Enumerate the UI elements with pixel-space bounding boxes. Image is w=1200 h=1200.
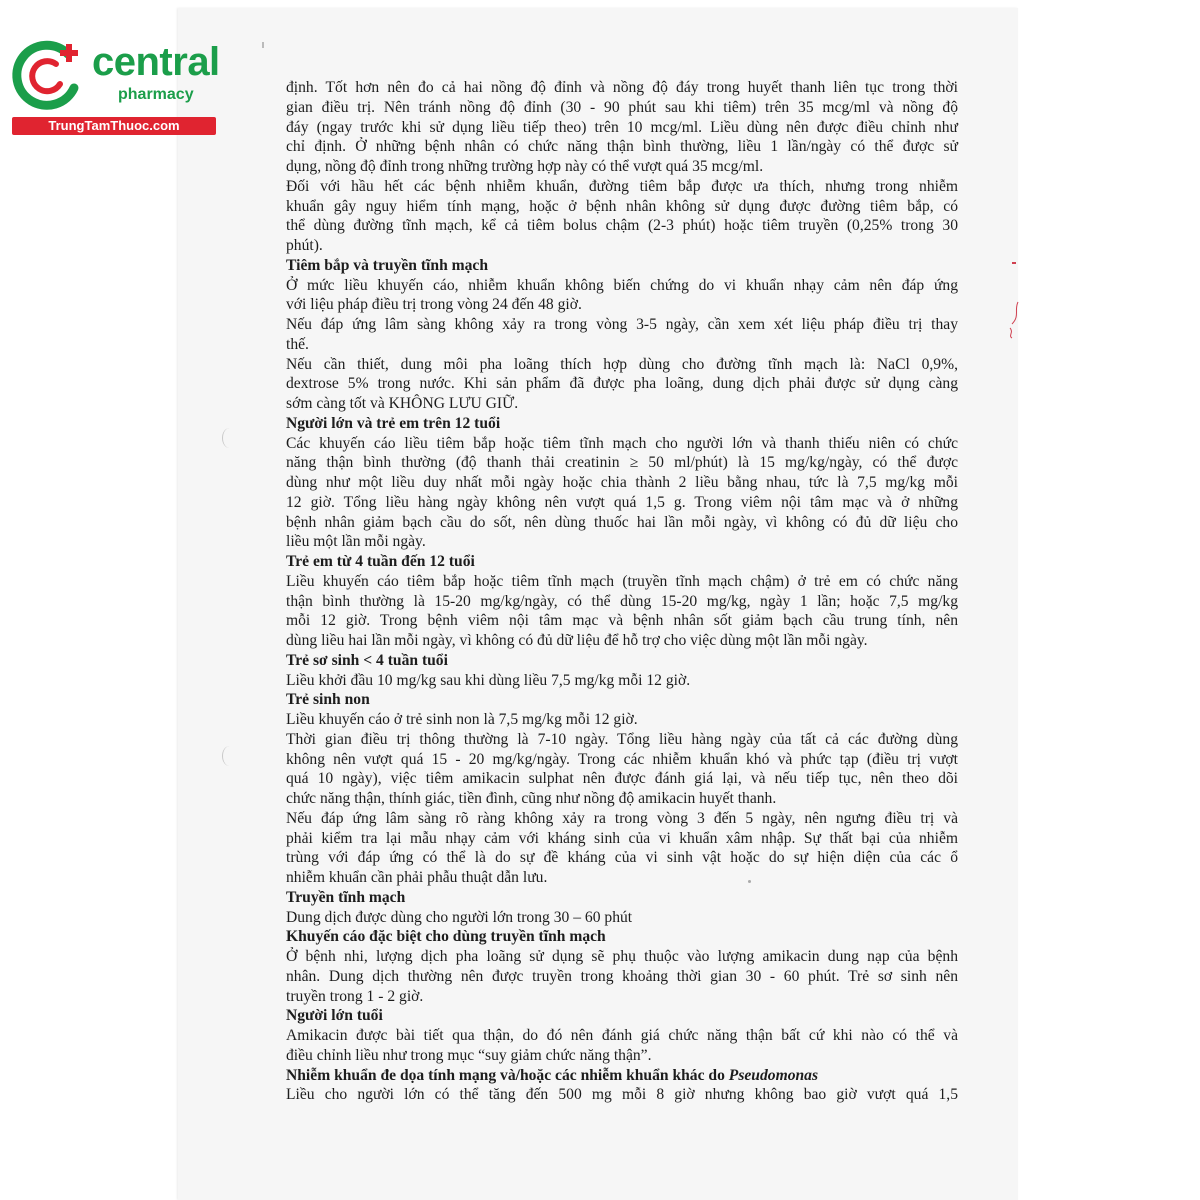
text-line xyxy=(286,631,958,651)
line-text: phút). xyxy=(286,237,323,254)
text-line xyxy=(286,611,958,631)
text-line xyxy=(286,137,958,157)
brand-site-banner: TrungTamThuoc.com xyxy=(12,117,216,135)
line-text: Tiêm bắp và truyền tĩnh mạch xyxy=(286,256,489,274)
text-line xyxy=(286,197,958,217)
text-line xyxy=(286,157,958,177)
line-text: liều một lần mỗi ngày. xyxy=(286,533,426,551)
line-text: Trẻ sinh non xyxy=(286,691,370,709)
text-line xyxy=(286,335,958,355)
pharmacy-cross-logo-icon xyxy=(8,36,86,114)
punch-hole-mark xyxy=(222,428,237,448)
text-line xyxy=(286,750,958,770)
punch-hole-mark xyxy=(222,746,237,766)
text-line xyxy=(286,513,958,533)
text-line xyxy=(286,908,958,928)
scan-speck xyxy=(262,42,264,48)
line-text: với liệu pháp điều trị trong vòng 24 đến 48 giờ. xyxy=(286,296,582,314)
line-text: mỗi 12 giờ. Trong bệnh viêm nội tâm mạc và bệnh nhân sốt giảm bạch cầu trung tính, nên xyxy=(286,612,958,630)
text-line xyxy=(286,710,958,730)
line-text: Nhiễm khuẩn đe dọa tính mạng và/hoặc các nhiễm khuẩn khác do xyxy=(286,1066,729,1084)
line-text: Trẻ sơ sinh < 4 tuần tuổi xyxy=(286,651,448,669)
line-text: trùng với đáp ứng có thể là do sự đề kháng của vi sinh vật hoặc do sự hiện diện của các ổ xyxy=(286,849,958,867)
text-line xyxy=(286,177,958,197)
line-text: Các khuyến cáo liều tiêm bắp hoặc tiêm tĩnh mạch cho người lớn và thanh thiếu niên có chức xyxy=(286,434,958,452)
text-line xyxy=(286,98,958,118)
line-text: Liều khuyến cáo ở trẻ sinh non là 7,5 mg/kg mỗi 12 giờ. xyxy=(286,711,638,728)
brand-subtitle: pharmacy xyxy=(118,86,194,103)
text-line xyxy=(286,236,958,256)
section-heading xyxy=(286,1006,958,1026)
line-text: Liều cho người lớn có thể tăng đến 500 mg mỗi 8 giờ nhưng không bao giờ vượt quá 1,5 xyxy=(286,1086,958,1104)
central-pharmacy-logo xyxy=(8,34,218,139)
text-line xyxy=(286,216,958,236)
text-line xyxy=(286,276,958,296)
line-text: truyền trong 1 - 2 giờ. xyxy=(286,987,424,1005)
line-text: định. Tốt hơn nên đo cả hai nồng độ đỉnh và nồng độ đáy trong huyết thanh liên tục trong thời xyxy=(286,79,958,96)
text-line xyxy=(286,1085,958,1105)
text-line xyxy=(286,671,958,691)
line-text: Truyền tĩnh mạch xyxy=(286,888,406,906)
red-pen-scribble-icon xyxy=(1004,300,1024,340)
section-heading xyxy=(286,927,958,947)
document-body xyxy=(286,78,958,1105)
text-line xyxy=(286,374,958,394)
section-heading xyxy=(286,552,958,572)
line-text: Amikacin được bài tiết qua thận, do đó nên đánh giá chức năng thận bất cứ khi nào có thể và xyxy=(286,1027,958,1044)
section-heading xyxy=(286,1066,958,1086)
section-heading xyxy=(286,690,958,710)
text-line xyxy=(286,453,958,473)
text-line xyxy=(286,78,958,98)
line-text: thể dùng đường tĩnh mạch, kể cả tiêm bolus chậm (2-3 phút) hoặc tiêm truyền (0,25% trong 30 xyxy=(286,217,958,235)
italic-term: Pseudomonas xyxy=(728,1066,819,1084)
line-text: chỉ định. Ở những bệnh nhân có chức năng thận bình thường, liều 1 lần/ngày có thể được sử xyxy=(286,138,958,156)
text-line xyxy=(286,493,958,513)
line-text: dùng như một liều duy nhất mỗi ngày hoặc chia thành 2 liều bằng nhau, tức là 7,5 mg/kg mỗi xyxy=(286,474,958,491)
line-text: Trẻ em từ 4 tuần đến 12 tuổi xyxy=(286,553,475,570)
line-text: khuẩn gây nguy hiểm tính mạng, hoặc ở bệnh nhân không sử dụng được đường tiêm bắp, có xyxy=(286,197,958,215)
line-text: đáy (ngay trước khi sử dụng liều tiếp theo) trên 10 mcg/ml. Liều dùng nên được điều chỉnh như xyxy=(286,118,958,136)
brand-name: central xyxy=(92,40,220,84)
line-text: không nên vượt quá 15 - 20 mg/kg/ngày. Trong các nhiễm khuẩn khó và phức tạp (điều trị vượt xyxy=(286,750,958,768)
text-line xyxy=(286,295,958,315)
line-text: gian điều trị. Nên tránh nồng độ đỉnh (30 - 90 phút sau khi tiêm) trên 35 mcg/ml và nồng độ xyxy=(286,98,958,116)
line-text: Người lớn tuổi xyxy=(286,1007,383,1025)
text-line xyxy=(286,769,958,789)
line-text: sớm càng tốt và KHÔNG LƯU GIỮ. xyxy=(286,395,519,412)
text-line xyxy=(286,118,958,138)
line-text: thế. xyxy=(286,335,309,353)
red-pen-mark xyxy=(1012,262,1016,264)
line-text: chức năng thận, thính giác, tiền đình, cũng như nồng độ amikacin huyết thanh. xyxy=(286,790,777,807)
section-heading xyxy=(286,888,958,908)
line-text: Ở mức liều khuyến cáo, nhiễm khuẩn không biến chứng do vi khuẩn nhạy cảm nên đáp ứng xyxy=(286,276,958,294)
text-line xyxy=(286,848,958,868)
text-line xyxy=(286,355,958,375)
text-line xyxy=(286,1026,958,1046)
line-text: 12 giờ. Tổng liều hàng ngày không nên vượt quá 1,5 g. Trong viêm nội tâm mạc và ở những xyxy=(286,493,958,511)
line-text: dextrose 5% trong nước. Khi sản phẩm đã được pha loãng, dung dịch phải được sử dụng càng xyxy=(286,375,958,393)
line-text: năng thận bình thường (độ thanh thải creatinin ≥ 50 ml/phút) là 15 mg/kg/ngày, có thể được xyxy=(286,454,958,472)
text-line xyxy=(286,532,958,552)
text-line xyxy=(286,789,958,809)
line-text: dùng liều hai lần mỗi ngày, vì không có đủ dữ liệu để hỗ trợ cho việc dùng một lần mỗi ngày. xyxy=(286,632,868,649)
line-text: Nếu đáp ứng lâm sàng không xảy ra trong vòng 3-5 ngày, cần xem xét liệu pháp điều trị thay xyxy=(286,316,958,333)
line-text: Nếu đáp ứng lâm sàng rõ ràng không xảy ra trong vòng 3 đến 5 ngày, nên ngưng điều trị và xyxy=(286,809,958,827)
text-line xyxy=(286,473,958,493)
text-line xyxy=(286,868,958,888)
text-line xyxy=(286,434,958,454)
line-text: dụng, nồng độ đỉnh trong những trường hợp này có thể vượt quá 35 mcg/ml. xyxy=(286,158,764,175)
line-text: Dung dịch được dùng cho người lớn trong 30 – 60 phút xyxy=(286,908,633,926)
text-line xyxy=(286,572,958,592)
line-text: Ở bệnh nhi, lượng dịch pha loãng sử dụng sẽ phụ thuộc vào lượng amikacin dung nạp của bệnh xyxy=(286,948,958,965)
line-text: phải kiểm tra lại mẫu nhạy cảm với kháng sinh của vi khuẩn xâm nhập. Sự thất bại của nhiễm xyxy=(286,829,958,847)
text-line xyxy=(286,829,958,849)
line-text: nhiễm khuẩn cần phải phẫu thuật dẫn lưu. xyxy=(286,869,548,886)
text-line xyxy=(286,730,958,750)
text-line xyxy=(286,394,958,414)
line-text: điều chỉnh liều như trong mục “suy giảm chức năng thận”. xyxy=(286,1046,652,1064)
text-line xyxy=(286,592,958,612)
line-text: Khuyến cáo đặc biệt cho dùng truyền tĩnh mạch xyxy=(286,928,606,946)
line-text: thận bình thường là 15-20 mg/kg/ngày, có thể dùng 15-20 mg/kg, ngày 1 lần; hoặc 7,5 mg/kg xyxy=(286,592,958,610)
line-text: Liều khuyến cáo tiêm bắp hoặc tiêm tĩnh mạch (truyền tĩnh mạch chậm) ở trẻ em có chức năng xyxy=(286,572,958,590)
text-line xyxy=(286,947,958,967)
line-text: Nếu cần thiết, dung môi pha loãng thích hợp dùng cho đường tĩnh mạch là: NaCl 0,9%, xyxy=(286,355,958,373)
section-heading xyxy=(286,651,958,671)
text-line xyxy=(286,967,958,987)
line-text: Thời gian điều trị thông thường là 7-10 ngày. Tổng liều hàng ngày của tất cả các đường dùng xyxy=(286,730,958,748)
section-heading xyxy=(286,256,958,276)
text-line xyxy=(286,809,958,829)
text-line xyxy=(286,315,958,335)
line-text: nhân. Dung dịch thường nên được truyền trong khoảng thời gian 30 - 60 phút. Trẻ sơ sinh nên xyxy=(286,967,958,985)
text-line xyxy=(286,987,958,1007)
line-text: bệnh nhân giảm bạch cầu do sốt, nên dùng thuốc hai lần mỗi ngày, vì không có đủ dữ liệu cho xyxy=(286,513,958,531)
line-text: Liều khởi đầu 10 mg/kg sau khi dùng liều 7,5 mg/kg mỗi 12 giờ. xyxy=(286,671,691,689)
line-text: Người lớn và trẻ em trên 12 tuổi xyxy=(286,414,501,432)
section-heading xyxy=(286,414,958,434)
line-text: quá 10 ngày), việc tiêm amikacin sulphat nên được đánh giá lại, và nếu tiếp tục, nên theo dõi xyxy=(286,770,958,788)
line-text: Đối với hầu hết các bệnh nhiễm khuẩn, đường tiêm bắp được ưa thích, nhưng trong nhiễm xyxy=(286,177,958,195)
text-line xyxy=(286,1046,958,1066)
